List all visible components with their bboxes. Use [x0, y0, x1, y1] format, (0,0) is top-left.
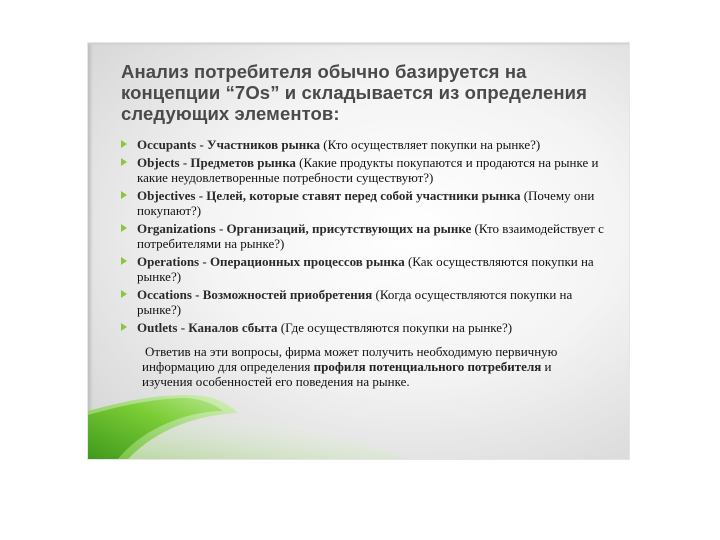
list-item-objectives — [118, 188, 618, 218]
list-item-occupants — [118, 137, 618, 152]
arrow-bullet-icon — [121, 290, 127, 298]
arrow-bullet-icon — [121, 224, 127, 232]
item-term: Objectives - Целей, которые ставят перед собой участники рынка — [137, 188, 521, 203]
list-item-objects — [118, 155, 618, 185]
slide-title: Анализ потребителя обычно базируется на концепции “7Os” и складывается из определения следующих элементов: — [121, 61, 588, 124]
item-term: Operations - Операционных процессов рынка — [137, 254, 405, 269]
list-item-organizations — [118, 221, 618, 251]
item-description: (Где осуществляются покупки на рынке?) — [277, 320, 513, 335]
item-description: (Почему они покупают?) — [137, 188, 595, 218]
conclusion-emphasis: профиля потенциального потребителя — [313, 359, 542, 374]
conclusion-paragraph — [142, 344, 604, 389]
item-term: Organizations - Организаций, присутствующих на рынке — [137, 221, 472, 236]
item-term: Occupants - Участников рынка — [137, 137, 320, 152]
conclusion-text-end: и изучения особенностей его поведения на рынке. — [142, 359, 552, 389]
item-description: (Кто осуществляет покупки на рынке?) — [320, 137, 541, 152]
item-term: Objects - Предметов рынка — [137, 155, 296, 170]
arrow-bullet-icon — [121, 158, 127, 166]
item-description: (Какие продукты покупаются и продаются на рынке и какие неудовлетворенные потребности существуют?) — [137, 155, 599, 185]
item-description: (Кто взаимодействует с потребителями на рынке?) — [137, 221, 604, 251]
seven-os-list — [118, 137, 618, 338]
item-term: Outlets - Каналов сбыта — [137, 320, 278, 335]
presentation-slide — [88, 43, 629, 459]
list-item-outlets — [118, 320, 618, 335]
item-description: (Как осуществляются покупки на рынке?) — [137, 254, 594, 284]
conclusion-text-start: Ответив на эти вопросы, фирма может получить необходимую первичную информацию для определения — [142, 344, 558, 374]
item-term: Occations - Возможностей приобретения — [137, 287, 373, 302]
list-item-operations — [118, 254, 618, 284]
list-item-occations — [118, 287, 618, 317]
arrow-bullet-icon — [121, 323, 127, 331]
item-description: (Когда осуществляются покупки на рынке?) — [137, 287, 573, 317]
arrow-bullet-icon — [121, 140, 127, 148]
arrow-bullet-icon — [121, 257, 127, 265]
arrow-bullet-icon — [121, 191, 127, 199]
